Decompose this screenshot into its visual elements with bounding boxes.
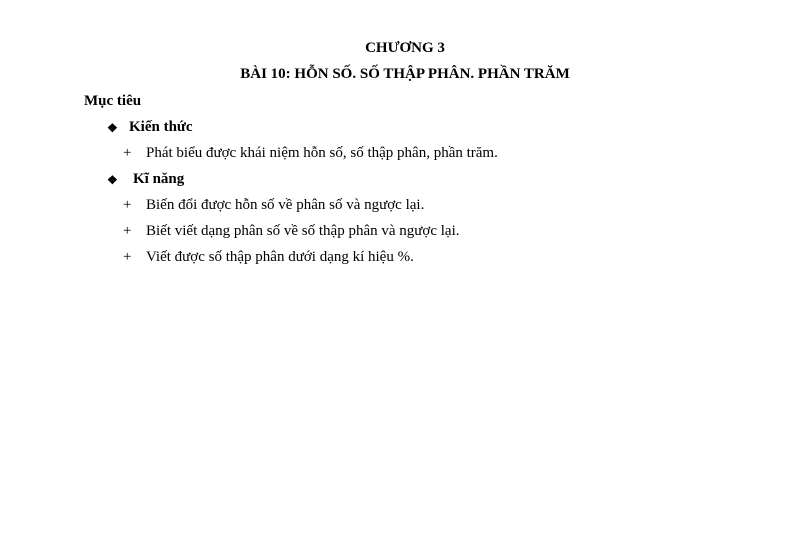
list-item — [123, 249, 414, 266]
list-item-text: Viết được số thập phân dưới dạng kí hiệu %. — [146, 249, 414, 265]
list-item — [123, 197, 424, 214]
plus-bullet-icon: + — [123, 223, 132, 239]
list-item — [123, 145, 498, 162]
list-item-text: Phát biểu được khái niệm hỗn số, số thập phân, phần trăm. — [146, 145, 498, 161]
list-item-text: Biến đổi được hỗn số về phân số và ngược lại. — [146, 197, 425, 213]
plus-bullet-icon: + — [123, 145, 132, 161]
chapter-title: CHƯƠNG 3 — [365, 40, 445, 56]
section-skills — [107, 171, 184, 188]
diamond-bullet-icon: ❖ — [107, 120, 118, 135]
section-title: Kiến thức — [129, 119, 193, 135]
objectives-heading: Mục tiêu — [84, 93, 142, 109]
section-title: Kĩ năng — [133, 171, 185, 187]
list-item-text: Biết viết dạng phân số về số thập phân và ngược lại. — [146, 223, 460, 239]
plus-bullet-icon: + — [123, 197, 132, 213]
diamond-bullet-icon: ❖ — [107, 172, 118, 187]
section-knowledge — [107, 119, 193, 136]
lesson-title: BÀI 10: HỖN SỐ. SỐ THẬP PHÂN. PHẦN TRĂM — [240, 66, 570, 82]
plus-bullet-icon: + — [123, 249, 132, 265]
list-item — [123, 223, 460, 240]
